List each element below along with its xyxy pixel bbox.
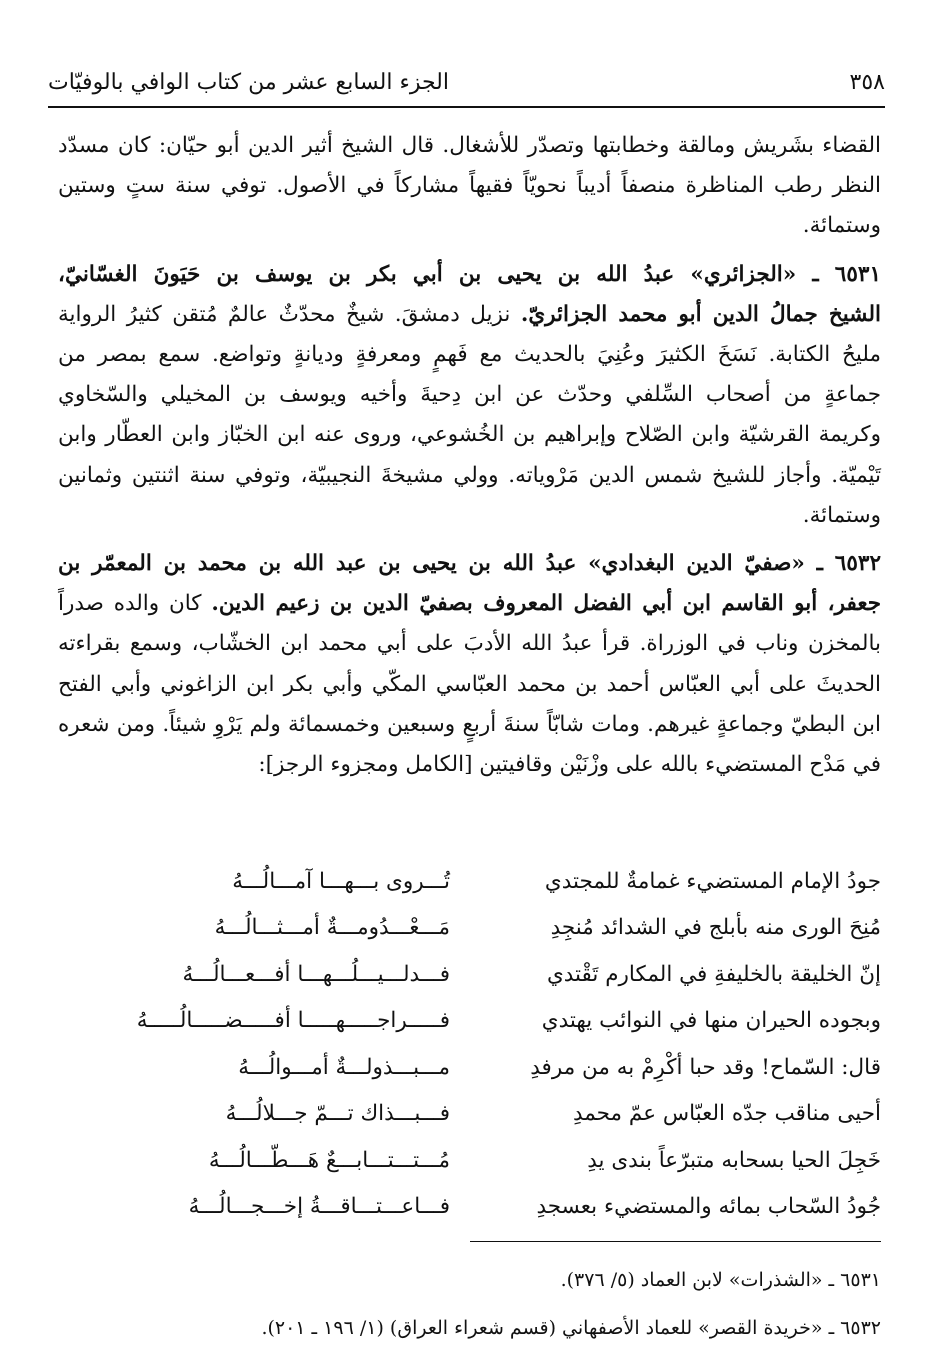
footnote-6532: ٦٥٣٢ ـ «خريدة القصر» للعماد الأصفهاني (قسم شعراء العراق) (١/ ١٩٦ ـ ٢٠١). — [261, 1317, 881, 1339]
footnote-6531: ٦٥٣١ ـ «الشذرات» لابن العماد (٥/ ٣٧٦). — [560, 1269, 881, 1291]
verse-first-hemistich: إنّ الخليقة بالخليفةِ في المكارم تَقْتدي — [546, 961, 881, 987]
verse-second-hemistich: تُـــروى بـــهـــا آمـــالُـــهُ — [232, 868, 450, 894]
verse-first-hemistich: أحيى مناقب جدّه العبّاس عمّ محمدِ — [572, 1101, 881, 1127]
text-line: ابن البطيّ وجماعةٍ غيرهم. ومات شابّاً سنةَ أربعٍ وسبعين وخمسمائة ولم يَرْوِ شيئاً. ومن شعره — [58, 711, 881, 737]
verse-first-hemistich: مُنِحَ الورى منه بأبلج في الشدائد مُنجِدِ — [550, 915, 881, 941]
entry-6532 — [58, 544, 881, 785]
paragraph-continuation — [58, 126, 881, 247]
header-divider — [48, 106, 885, 108]
text-line: مليحُ الكتابة. نَسَخَ الكثيرَ وعُنِيَ بالحديث مع فَهمٍ ومعرفةٍ وديانةٍ وتواضع. سمع بمصر من — [58, 342, 881, 368]
page-header — [48, 62, 885, 102]
verse-first-hemistich: جُودُ السّحاب بمائه والمستضيء بعسجدِ — [536, 1194, 881, 1220]
footnotes — [60, 1256, 881, 1352]
poem-verse — [90, 905, 881, 952]
verse-second-hemistich: فـــاعـــتـــاقـــةُ إخـــجـــالُـــهُ — [188, 1194, 450, 1220]
poem-verse — [90, 998, 881, 1045]
poem-verse — [90, 1091, 881, 1138]
poem-verse — [90, 951, 881, 998]
entry-heading-name: الشيخ جمالُ الدين أبو محمد الجزائريّ. — [520, 301, 882, 327]
verse-second-hemistich: مُـــتـــتـــابـــعٌ هَـــطّـــالُـــهُ — [208, 1147, 450, 1173]
verse-second-hemistich: فـــــراجـــــهـــــا أفـــــضـــــالُـــــهُ — [136, 1008, 450, 1034]
text-line: بالمخزن وناب في الوزراة. قرأ عبدُ الله الأدبَ على أبي محمد ابن الخشّاب، وسمع بقراءته — [58, 631, 881, 657]
text-line: في مَدْح المستضيء بالله على وزْنَيْن وقافيتين [الكامل ومجزوء الرجز]: — [258, 752, 881, 778]
verse-first-hemistich: جودُ الإمام المستضيء غمامةٌ للمجتدي — [544, 868, 881, 894]
entry-text: كان والده صدراً — [58, 591, 212, 617]
poem-verse — [90, 1184, 881, 1231]
poem-verse — [90, 858, 881, 905]
running-title: الجزء السابع عشر من كتاب الوافي بالوفيّات — [48, 69, 449, 95]
verse-second-hemistich: فـــبـــذاك تـــمّ جـــلالُـــهُ — [225, 1101, 450, 1127]
text-line: النظر رطب المناظرة منصفاً أديباً نحويّاً فقيهاً مشاركاً في الأصول. توفي سنة ستٍ وستين — [58, 173, 881, 199]
text-line — [58, 295, 881, 335]
page-number: ٣٥٨ — [849, 69, 885, 95]
entry-text: نزيل دمشقَ. شيخٌ محدّثٌ عالمٌ مُتقن كثيرُ الرواية — [58, 301, 521, 327]
text-line: وستمائة. — [802, 502, 881, 528]
poem — [90, 858, 881, 1230]
text-line: وكريمة القرشيّة وابن الصّلاح وإبراهيم بن الخُشوعي، وروى عنه ابن الخبّاز وابن العطّار وابن — [58, 422, 881, 448]
verse-second-hemistich: مـــبـــذولـــةٌ أمـــوالُـــهُ — [238, 1054, 450, 1080]
verse-first-hemistich: قال: السّماح! وقد حبا أكْرِمْ به من مرفدِ — [530, 1054, 881, 1080]
entry-6531 — [58, 255, 881, 536]
entry-heading-name: جعفر، أبو القاسم ابن أبي الفضل المعروف بصفيّ الدين بن زعيم الدين. — [211, 591, 881, 617]
text-line — [58, 584, 881, 624]
verse-second-hemistich: مَـــعْـــدُومـــةٌ أمـــثـــالُـــهُ — [214, 915, 450, 941]
main-text — [58, 126, 881, 785]
text-line: وستمائة. — [802, 213, 881, 239]
poem-verse — [90, 1044, 881, 1091]
text-line: تَيْميّة. وأجاز للشيخ شمس الدين مَرْوياته. وولي مشيخةَ النجيبيّة، وتوفي سنة اثنتين وثمانين — [58, 462, 881, 488]
verse-first-hemistich: خَجِلَ الحيا بسحابه متبرّعاً بندى يدِ — [587, 1147, 881, 1173]
verse-second-hemistich: فـــدلـــيـــلُـــهـــا أفـــعـــالُـــهُ — [182, 961, 450, 987]
verse-first-hemistich: وبجوده الحيران منها في النوائب يهتدي — [541, 1008, 881, 1034]
footnote-divider — [470, 1241, 881, 1242]
poem-verse — [90, 1137, 881, 1184]
text-line: جماعةٍ من أصحاب السِّلفي وحدّث عن ابن دِحيةَ وأخيه ويوسف بن المخيلي والسّخاوي — [58, 382, 881, 408]
text-line: الحديثَ على أبي العبّاس أحمد بن محمد العبّاسي المكّي وأبي بكر ابن الزاغوني وأبي الفتح — [58, 671, 881, 697]
entry-heading: ٦٥٣٢ ـ «صفيّ الدين البغدادي» عبدُ الله بن يحيى بن عبد الله بن محمد بن المعمّر بن — [58, 551, 881, 577]
text-line: القضاء بشَريش ومالقة وخطابتها وتصدّر للأشغال. قال الشيخ أثير الدين أبو حيّان: كان مسدّد — [58, 133, 881, 158]
entry-heading: ٦٥٣١ ـ «الجزائري» عبدُ الله بن يحيى بن أبي بكر بن يوسف بن حَيَونَ الغسّانيّ، — [58, 261, 881, 287]
